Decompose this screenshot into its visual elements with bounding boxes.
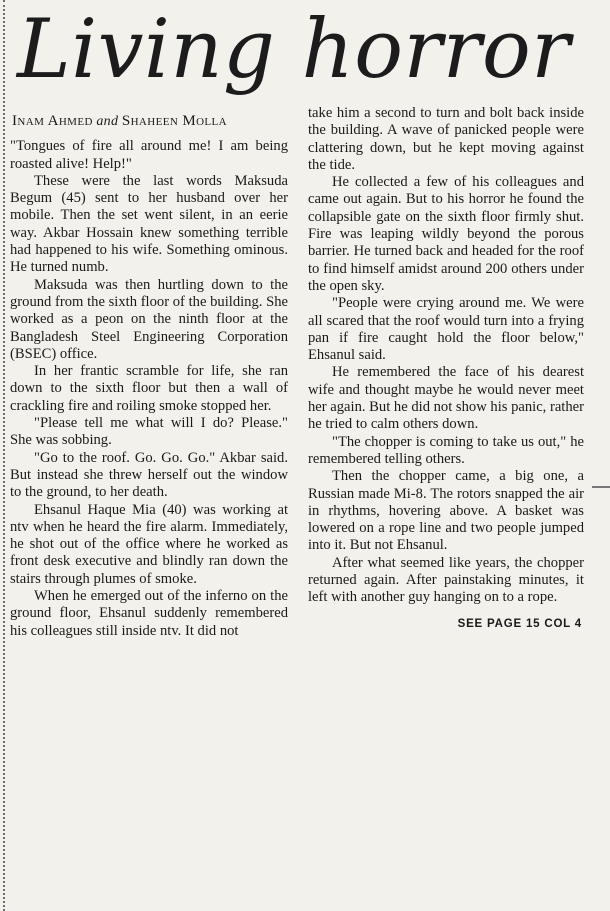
paragraph: When he emerged out of the inferno on the ground floor, Ehsanul suddenly remembered his colleagues still inside ntv. It did not xyxy=(10,588,288,639)
paragraph: Ehsanul Haque Mia (40) was working at ntv when he heard the fire alarm. Immediately, he shot out of the office where he worked as front desk executive and blindly ran down the stairs through plumes of smoke. xyxy=(10,501,288,587)
paragraph: In her frantic scramble for life, she ran down to the sixth floor but then a wall of crackling fire and roiling smoke stopped her. xyxy=(10,363,288,414)
byline-author-1: Inam Ahmed xyxy=(12,113,93,129)
byline-author-2: Shaheen Molla xyxy=(121,113,228,129)
dotted-cut-line xyxy=(3,0,5,911)
article-column-left xyxy=(10,112,288,640)
continuation-jump-line: SEE PAGE 15 COL 4 xyxy=(457,617,582,630)
paragraph: Maksuda was then hurtling down to the ground from the sixth floor of the building. She worked as a peon on the ninth floor at the Bangladesh Steel Engineering Corporation (BSEC) office. xyxy=(10,276,288,362)
column-rule-mark xyxy=(592,486,610,488)
byline xyxy=(12,112,288,130)
paragraph: "People were crying around me. We were all scared that the roof would turn into a frying pan if fire caught hold the floor below," Ehsanul said. xyxy=(308,295,584,364)
paragraph: Then the chopper came, a big one, a Russian made Mi-8. The rotors snapped the air in rhythms, hovering above. A basket was lowered on a rope line and two people jumped into it. But not Ehsanul. xyxy=(308,468,584,554)
headline: Living horror xyxy=(17,3,571,97)
paragraph: "Tongues of fire all around me! I am being roasted alive! Help!" xyxy=(10,138,288,172)
paragraph: These were the last words Maksuda Begum (45) sent to her husband over her mobile. Then the set went silent, in an eerie way. Akbar Hossain knew something terrible had happened to his wife. Something ominous. He turned numb. xyxy=(10,172,288,276)
paragraph: After what seemed like years, the chopper returned again. After painstaking minutes, it left with another guy hanging on to a rope. xyxy=(308,554,584,606)
paragraph: "Go to the roof. Go. Go. Go." Akbar said. But instead she threw herself out the window to the ground, to her death. xyxy=(10,449,288,501)
paragraph: He remembered the face of his dearest wife and thought maybe he would never meet her again. But he did not show his panic, rather he tried to calm others down. xyxy=(308,364,584,433)
paragraph: "Please tell me what will I do? Please." She was sobbing. xyxy=(10,415,288,449)
paragraph: He collected a few of his colleagues and came out again. But to his horror he found the collapsible gate on the sixth floor firmly shut. Fire was leaping wildly beyond the porous barrier. He turned back and headed for the roof to find himself amidst around 200 others under the open sky. xyxy=(308,174,584,294)
byline-conjunction: and xyxy=(96,114,119,129)
paragraph: take him a second to turn and bolt back inside the building. A wave of panicked people were clattering down, but he kept moving against the tide. xyxy=(308,105,584,173)
paragraph: "The chopper is coming to take us out," he remembered telling others. xyxy=(308,433,584,467)
article-column-right xyxy=(308,105,584,633)
